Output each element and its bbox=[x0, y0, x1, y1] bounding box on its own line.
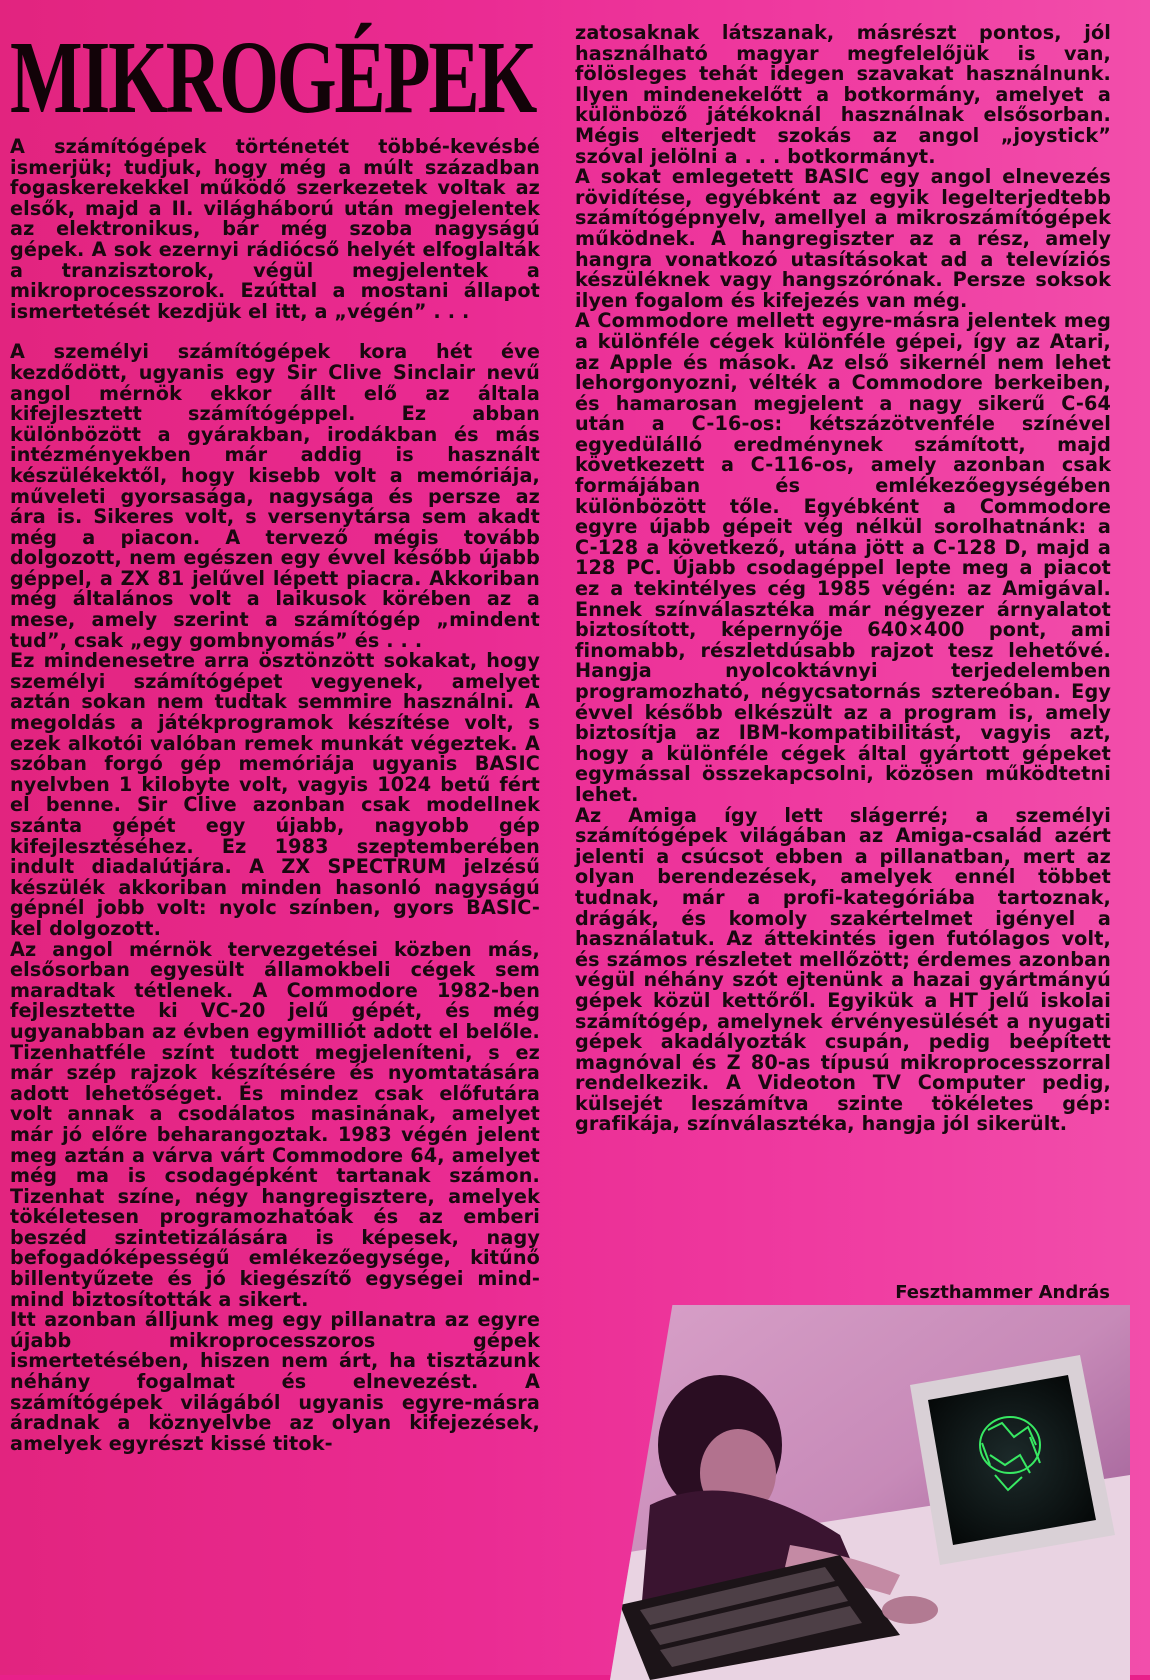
body-paragraph: Itt azonban álljunk meg egy pillanatra az egyre újabb mikroprocesszoros gépek ismertetésében, hiszen nem árt, ha tisztázunk néhány fogalmat és elnevezést. A számítógépek világából ugyanis egyre-másra áradnak a köznyelvbe az olyan kifejezések, amelyek egyrészt kissé titok- bbox=[10, 1308, 540, 1455]
body-paragraph: A személyi számítógépek kora hét éve kezdődött, ugyanis egy Sir Clive Sinclair nevű angol mérnök ekkor állt elő az általa kifejlesztett számítógéppel. Ez abban különbözött a gyárakban, irodákban és más intézményekben már addig is használt készülékektől, hogy kisebb volt a memóriája, műveleti gyorsasága, nagysága és persze az ára is. Sikeres volt, s versenytársa sem akadt még a piacon. A tervező mégis tovább dolgozott, nem egészen egy évvel később újabb géppel, a ZX 81 jelűvel lépett piacra. Akkoriban még általános volt a laikusok körében az a mese, amely szerint a számítógép „mindent tud”, csak „egy gombnyomás” és . . . bbox=[10, 340, 540, 652]
monitor-icon bbox=[910, 1355, 1115, 1565]
author-byline: Feszthammer András bbox=[895, 1282, 1110, 1303]
photo-illustration bbox=[610, 1305, 1130, 1680]
computer-photo bbox=[610, 1305, 1130, 1680]
body-paragraph: Az Amiga így lett slágerré; a személyi számítógépek világában az Amiga-család azért jelenti a csúcsot ebben a pillanatban, mert az olyan berendezések, amelyek ennél többet tudnak, már a profi-kategóriába tartoznak, drágák, és komoly szakértelmet igényel a használatuk. Az áttekintés igen futólagos volt, és számos részletet mellőzött; érdemes azonban végül néhány szót ejtenünk a hazai gyártmányú gépek közül kettőről. Egyikük a HT jelű iskolai számítógép, amelynek érvényesülését a nyugati gépek akadályozták csupán, pedig beépített magnóval és Z 80-as típusú mikroprocesszorral rendelkezik. A Videoton TV Computer pedig, külsejét leszámítva szinte tökéletes gép: grafikája, színválasztéka, hangja jól sikerült. bbox=[575, 803, 1111, 1136]
right-column bbox=[575, 23, 1111, 1135]
body-paragraph: A Commodore mellett egyre-másra jelentek meg a különféle cégek különféle gépei, így az Atari, az Apple és mások. Az első sikernél nem lehet lehorgonyozni, vélték a Commodore berkeiben, és hamarosan megjelent a nagy sikerű C-64 után a C-16-os: kétszázötvenféle színével egyedülálló eredménynek számított, majd következett a C-116-os, amely azonban csak formájában és emlékezőegységében különbözött tőle. Egyébként a Commodore egyre újabb gépeit vég nélkül sorolhatnánk: a C-128 a következő, utána jött a C-128 D, majd a 128 PC. Újabb csodagéppel lepte meg a piacot ez a tekintélyes cég 1985 végén: az Amigával. Ennek színválasztéka már négyezer árnyalatot biztosított, képernyője 640×400 pont, ami finomabb, részletdúsabb rajzot tesz lehetővé. Hangja nyolcoktávnyi terjedelemben programozható, négycsatornás sztereóban. Egy évvel később elkészült az a program is, amely biztosítja az IBM-kompatibilitást, vagyis azt, hogy a különféle cégek által gyártott gépeket egymással összekapcsolni, közösen működtetni lehet. bbox=[575, 309, 1111, 806]
body-paragraph: zatosaknak látszanak, másrészt pontos, jól használható magyar megfelelőjük is van, fölösleges tehát idegen szavakat használnunk. Ilyen mindenekelőtt a botkormány, amelyet a különböző játékoknál használnak elsősorban. Mégis elterjedt szokás az angol „joystick” szóval jelölni a . . . botkormányt. bbox=[575, 21, 1111, 168]
body-paragraph: Az angol mérnök tervezgetései közben más, elsősorban egyesült államokbeli cégek sem maradtak tétlenek. A Commodore 1982-ben fejlesztette ki VC-20 jelű gépét, és még ugyanabban az évben egymilliót adott el belőle. Tizenhatféle színt tudott megjeleníteni, s ez már szép rajzok készítésére és nyomtatására adott lehetőséget. És mindez csak előfutára volt annak a csodálatos masinának, amelyet már jó előre beharangoztak. 1983 végén jelent meg aztán a várva várt Commodore 64, amelyet még ma is csodagépként tartanak számon. Tizenhat színe, négy hangregisztere, amelyek tökéletesen programozhatóak és az emberi beszéd szintetizálására is képesek, nagy befogadóképességű emlékezőegysége, kitűnő billentyűzete és jó kiegészítő egységei mind-mind biztosították a sikert. bbox=[10, 937, 540, 1311]
body-paragraph: A sokat emlegetett BASIC egy angol elnevezés rövidítése, egyébként az egyik legelterjedtebb számítógépnyelv, amellyel a mikroszámítógépek működnek. A hangregiszter az a rész, amely hangra vonatkozó utasításokat ad a televíziós készüléknek vagy hangszórónak. Persze soksok ilyen fogalom és kifejezés van még. bbox=[575, 165, 1111, 312]
left-column bbox=[10, 137, 540, 1454]
body-paragraph: Ez mindenesetre arra ösztönzött sokakat, hogy személyi számítógépet vegyenek, amelyet aztán sokan nem tudtak semmire használni. A megoldás a játékprogramok készítése volt, s ezek alkotói valóban remek munkát végeztek. A szóban forgó gép memóriája ugyanis BASIC nyelvben 1 kilobyte volt, vagyis 1024 betű fért el benne. Sir Clive azonban csak modellnek szánta gépét egy újabb, nagyobb gép kifejlesztéséhez. Ez 1983 szeptemberében indult diadalútjára. A ZX SPECTRUM jelzésű készülék akkoriban minden hasonló nagyságú gépnél jobb volt: nyolc színben, gyors BASIC-kel dolgozott. bbox=[10, 649, 540, 940]
intro-paragraph: A számítógépek történetét többé-kevésbé ismerjük; tudjuk, hogy még a múlt században fogaskerekekkel működő szerkezetek voltak az elsők, majd a II. világháború után megjelentek az elektronikus, bár még szoba nagyságú gépek. A sok ezernyi rádiócső helyét elfoglalták a tranzisztorok, végül megjelentek a mikroprocesszorok. Ezúttal a mostani állapot ismertetését kezdjük el itt, a „végén” . . . bbox=[10, 135, 540, 323]
article-title: MIKROGÉPEK bbox=[10, 20, 536, 135]
